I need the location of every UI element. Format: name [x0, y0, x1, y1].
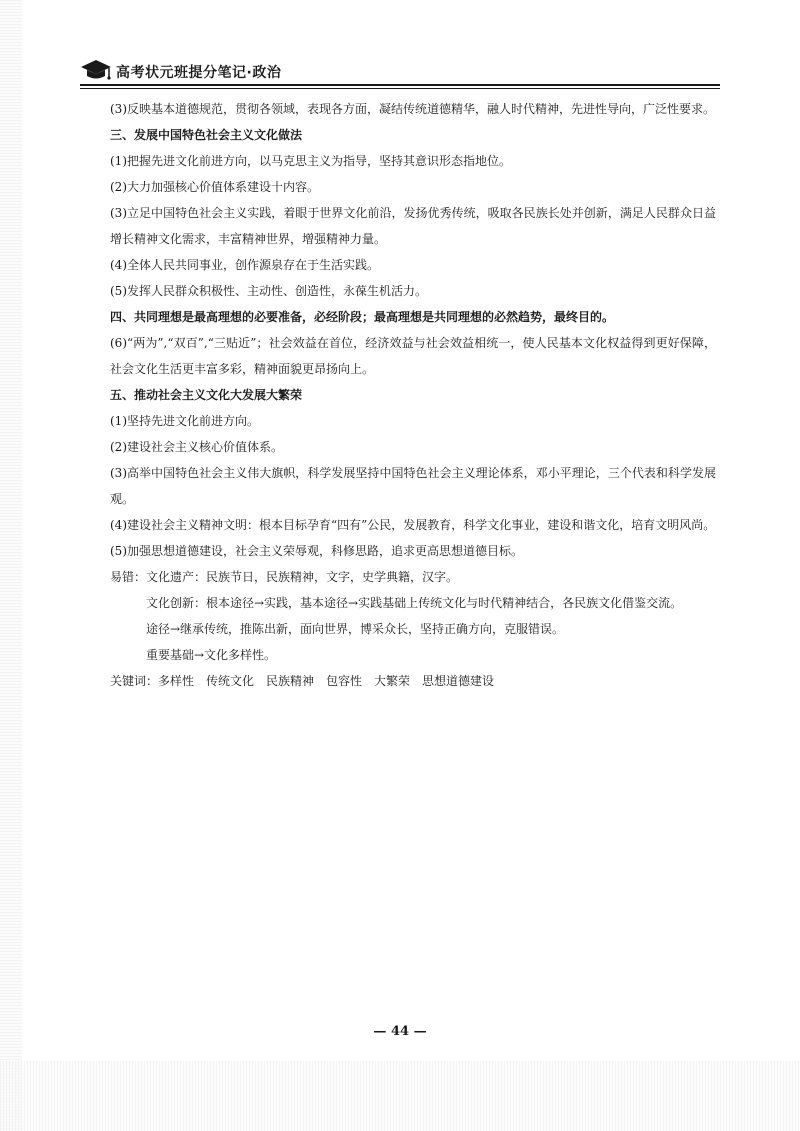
- header-title: 高考状元班提分笔记·政治: [116, 65, 282, 81]
- paragraph: (1)坚持先进文化前进方向。: [110, 414, 259, 428]
- easy-mistake-note: 文化创新：根本途径→实践，基本途径→实践基础上传统文化与时代精神结合，各民族文化借鉴交流。: [146, 596, 683, 610]
- paragraph: (3)高举中国特色社会主义伟大旗帜，科学发展坚持中国特色社会主义理论体系，邓小平理论，三个代表和科学发展观。: [110, 466, 716, 506]
- paragraph: (3)反映基本道德规范，贯彻各领域，表现各方面，凝结传统道德精华，融人时代精神，先进性导向，广泛性要求。: [110, 102, 716, 116]
- keywords-line: 关键词：多样性 传统文化 民族精神 包容性 大繁荣 思想道德建设: [110, 674, 495, 688]
- paragraph: (2)大力加强核心价值体系建设十内容。: [110, 180, 319, 194]
- section-heading: 四、共同理想是最高理想的必要准备，必经阶段；最高理想是共同理想的必然趋势，最终目的。: [110, 310, 615, 324]
- paragraph: (4)建设社会主义精神文明：根本目标孕育“四有”公民，发展教育，科学文化事业，建设和谐文化，培育文明风尚。: [110, 518, 716, 532]
- paragraph: (6)“两为”,“双百”,“三贴近”；社会效益在首位，经济效益与社会效益相统一，使人民基本文化权益得到更好保障，社会文化生活更丰富多彩，精神面貌更昂扬向上。: [110, 336, 716, 376]
- paragraph: (1)把握先进文化前进方向，以马克思主义为指导，坚持其意识形态指地位。: [110, 154, 512, 168]
- easy-mistake-note: 易错：文化遗产：民族节日，民族精神，文字，史学典籍，汉字。: [110, 570, 459, 584]
- page-content: [110, 96, 716, 694]
- section-heading: 五、推动社会主义文化大发展大繁荣: [110, 388, 303, 402]
- paragraph: (4)全体人民共同事业，创作源泉存在于生活实践。: [110, 258, 379, 272]
- easy-mistake-note: 重要基础→文化多样性。: [146, 648, 277, 662]
- page-header: [80, 56, 720, 86]
- header-rule-thin: [80, 88, 720, 89]
- graduation-cap-icon: [80, 58, 112, 82]
- header-rule: [80, 84, 720, 86]
- paragraph: (5)发挥人民群众积极性、主动性、创造性，永葆生机活力。: [110, 284, 428, 298]
- paragraph: (5)加强思想道德建设，社会主义荣辱观，科修思路，追求更高思想道德目标。: [110, 544, 524, 558]
- scan-edge-bottom: [0, 1061, 800, 1131]
- paragraph: (3)立足中国特色社会主义实践，着眼于世界文化前沿，发扬优秀传统，吸取各民族长处并创新，满足人民群众日益增长精神文化需求，丰富精神世界，增强精神力量。: [110, 206, 716, 246]
- easy-mistake-note: 途径→继承传统，推陈出新，面向世界，博采众长，坚持正确方向，克服错误。: [146, 622, 565, 636]
- scan-edge-left: [0, 0, 22, 1131]
- paragraph: (2)建设社会主义核心价值体系。: [110, 440, 283, 454]
- page-number: — 44 —: [373, 1024, 427, 1039]
- section-heading: 三、发展中国特色社会主义文化做法: [110, 128, 303, 142]
